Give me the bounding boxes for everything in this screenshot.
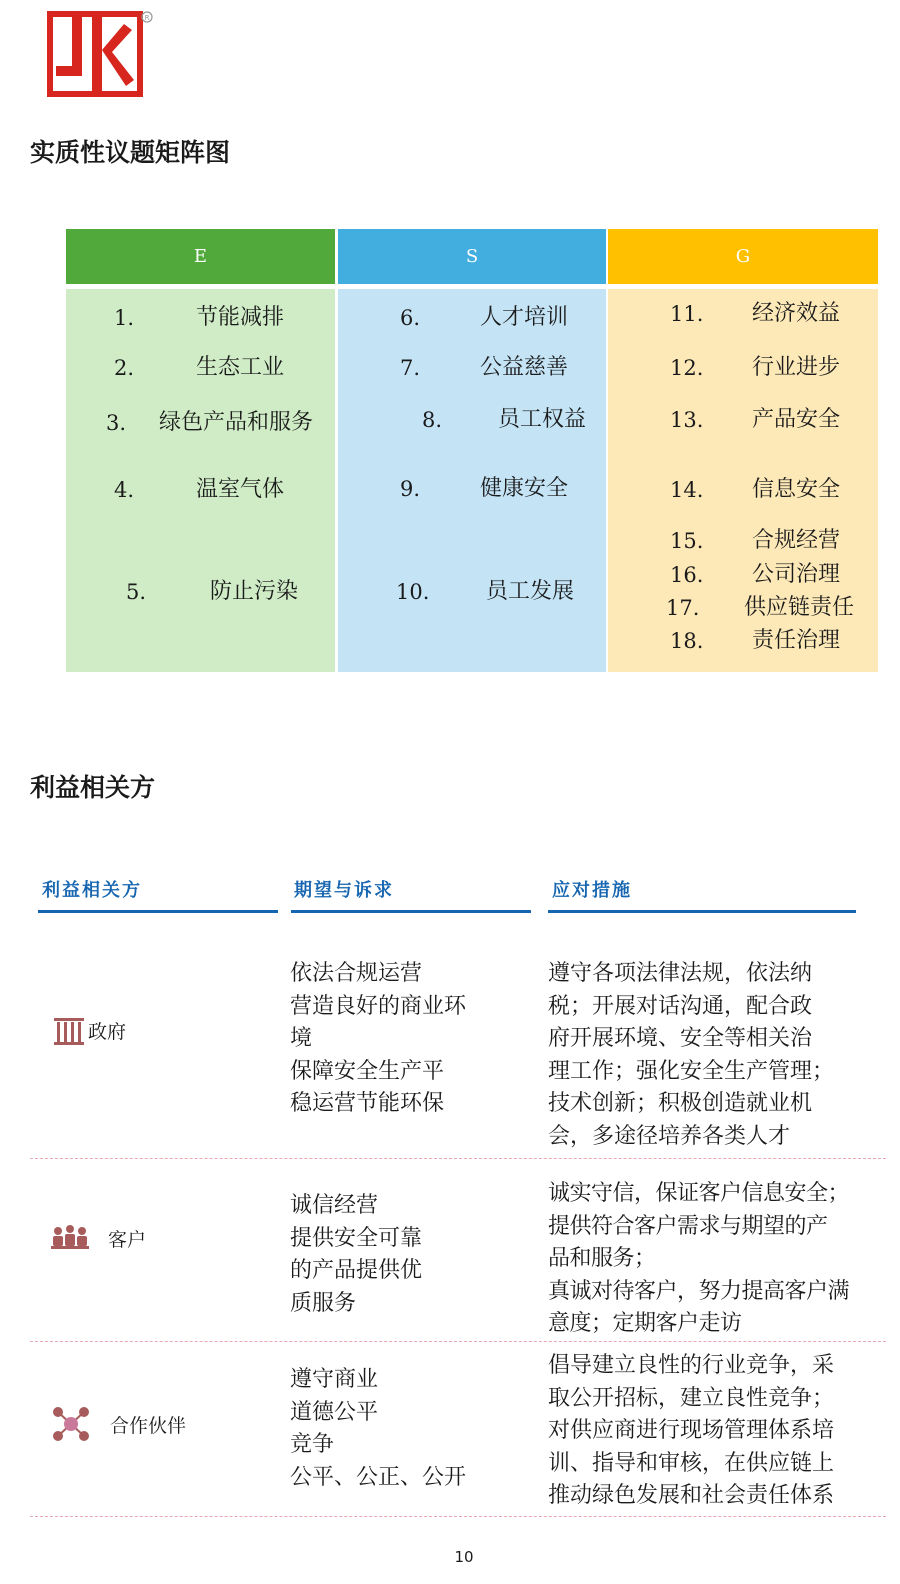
jr-logo-icon: [46, 10, 158, 98]
matrix-title: 实质性议题矩阵图: [30, 138, 231, 167]
party-label: 合作伙伴: [110, 1414, 187, 1437]
header-g: G: [608, 229, 878, 284]
svg-text:R: R: [144, 14, 150, 22]
header-underline: [291, 910, 531, 913]
environment-column: 1. 节能减排 2. 生态工业 3. 绿色产品和服务 4. 温室气体 5. 防止污染: [66, 289, 335, 672]
table-header-stakeholder: 利益相关方: [42, 880, 142, 901]
row-divider: [30, 1158, 886, 1159]
expectations-cell: 遵守商业 道德公平 竞争 公平、公正、公开: [290, 1367, 467, 1490]
governance-column: 11. 经济效益 12. 行业进步 13. 产品安全 14. 信息安全 15. 合规经营 16. 公司治理 17. 供应链责任 18. 责任治理: [608, 289, 878, 672]
header-e: E: [66, 229, 335, 284]
partner-network-icon: [50, 1404, 92, 1444]
header-s: S: [338, 229, 606, 284]
measures-cell: 倡导建立良性的行业竞争，采 取公开招标，建立良性竞争； 对供应商进行现场管理体系培 训、指导和审核，在供应链上 推动绿色发展和社会责任体系: [548, 1353, 835, 1508]
customers-icon: [50, 1224, 90, 1252]
party-label: 客户: [108, 1228, 147, 1251]
row-divider: [30, 1516, 886, 1517]
page-number: 10: [454, 1548, 474, 1566]
table-row-party-government: [52, 1014, 126, 1046]
row-divider: [30, 1341, 886, 1342]
esg-matrix: [66, 229, 878, 672]
header-underline: [548, 910, 856, 913]
table-header-measures: 应对措施: [552, 880, 632, 901]
table-row-party-partners: [50, 1404, 186, 1444]
table-header-expectations: 期望与诉求: [294, 880, 394, 901]
measures-cell: 遵守各项法律法规，依法纳 税；开展对话沟通，配合政 府开展环境、安全等相关治 理工作；强化安全生产管理； 技术创新；积极创造就业机 会，多途径培养各类人才: [548, 961, 835, 1149]
party-label: 政府: [88, 1020, 127, 1043]
measures-cell: 诚实守信，保证客户信息安全； 提供符合客户需求与期望的产 品和服务； 真诚对待客户，努力提高客户满 意度；定期客户走访: [548, 1181, 850, 1336]
table-row-party-customers: [50, 1224, 146, 1252]
stakeholders-title: 利益相关方: [30, 773, 156, 802]
expectations-cell: 依法合规运营 营造良好的商业环 境 保障安全生产平 稳运营节能环保: [290, 961, 467, 1116]
company-logo: [46, 10, 158, 98]
expectations-cell: 诚信经营 提供安全可靠 的产品提供优 质服务: [290, 1193, 423, 1316]
government-building-icon: [52, 1014, 86, 1046]
social-column: 6. 人才培训 7. 公益慈善 8. 员工权益 9. 健康安全 10. 员工发展: [338, 289, 606, 672]
header-underline: [38, 910, 278, 913]
